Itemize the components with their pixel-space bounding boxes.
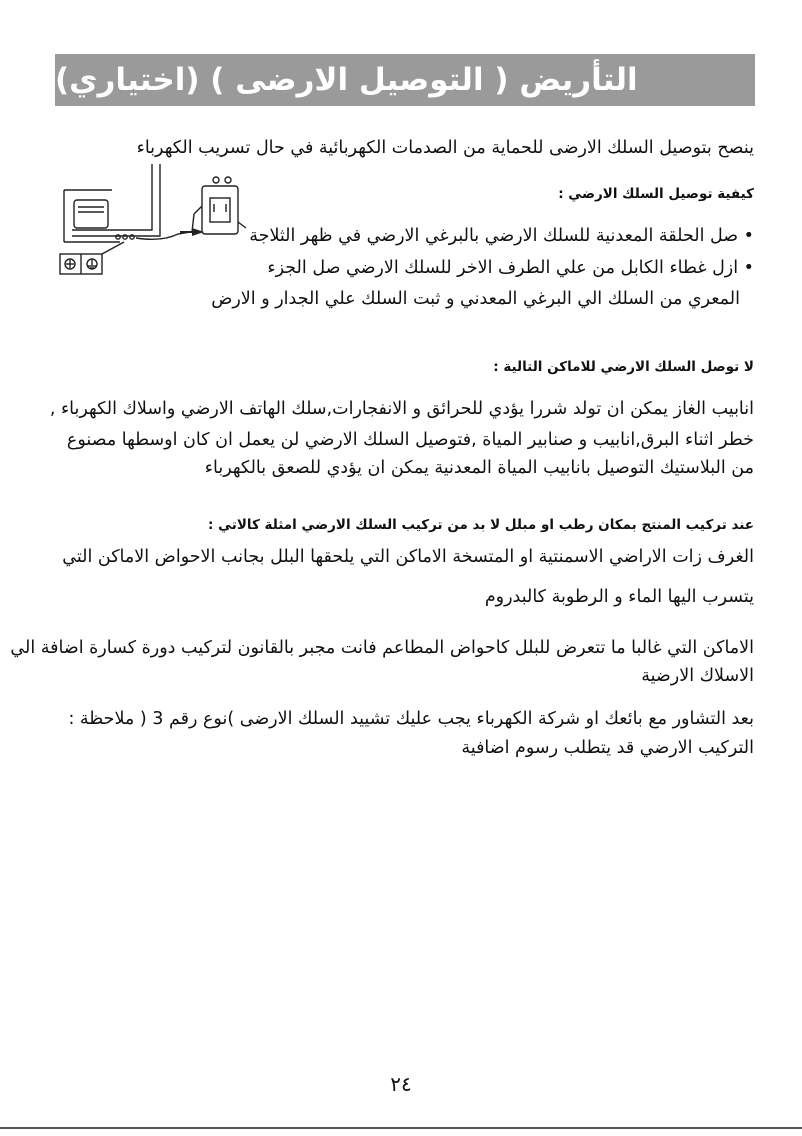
how-to-bullet: • صل الحلقة المعدنية للسلك الارضي بالبرغي الارضي في ظهر الثلاجة [249,224,754,248]
humid-line: الغرف زات الاراضي الاسمنتية او المتسخة الاماكن التي يلحقها البلل بجانب الاحواض الاماكن التي [62,547,754,567]
grounding-illustration [52,162,262,280]
page-number: ٢٤ [390,1072,412,1096]
not-connect-line: خطر اثناء البرق,انابيب و صنابير المياة ,فتوصيل السلك الارضي لن يعمل ان كان اوسطها مصنوع [66,430,754,450]
how-to-bullet: • ازل غطاء الكابل من علي الطرف الاخر للسلك الارضي صل الجزء [267,256,754,280]
how-to-heading: كيفية توصيل السلك الارضي : [558,186,754,202]
kitchen-line: الاماكن التي غالبا ما تتعرض للبلل كاحواض المطاعم فانت مجبر بالقانون لتركيب دورة كسارة اضافة الي [10,638,754,658]
not-connect-line: من البلاستيك التوصيل بانابيب المياة المعدنية يمكن ان يؤدي للصعق بالكهرباء [204,458,754,478]
not-connect-line: انابيب الغاز يمكن ان تولد شررا يؤدي للحرائق و الانفجارات,سلك الهاتف الارضي واسلاك الكهرباء , [49,399,754,419]
note-line: بعد التشاور مع بائعك او شركة الكهرباء يجب عليك تشييد السلك الارضى )نوع رقم 3 ( ملاحظة : [68,709,754,729]
humid-heading: عند تركيب المنتج بمكان رطب او مبلل لا بد من تركيب السلك الارضي امثلة كالاتي : [208,517,754,533]
not-connect-heading: لا توصل السلك الارضي للاماكن التالية : [493,359,754,375]
page-title: التأريض ( التوصيل الارضى ) (اختياري) [55,54,755,106]
intro-text: ينصح بتوصيل السلك الارضى للحماية من الصدمات الكهربائية في حال تسريب الكهرباء [136,138,754,158]
how-to-continuation: المعري من السلك الي البرغي المعدني و ثبت السلك علي الجدار و الارض [211,289,740,309]
humid-line: يتسرب اليها الماء و الرطوبة كالبدروم [484,587,754,607]
note-line: التركيب الارضي قد يتطلب رسوم اضافية [461,738,754,758]
bottom-rule [0,1127,802,1129]
kitchen-line: الاسلاك الارضية [641,666,754,686]
